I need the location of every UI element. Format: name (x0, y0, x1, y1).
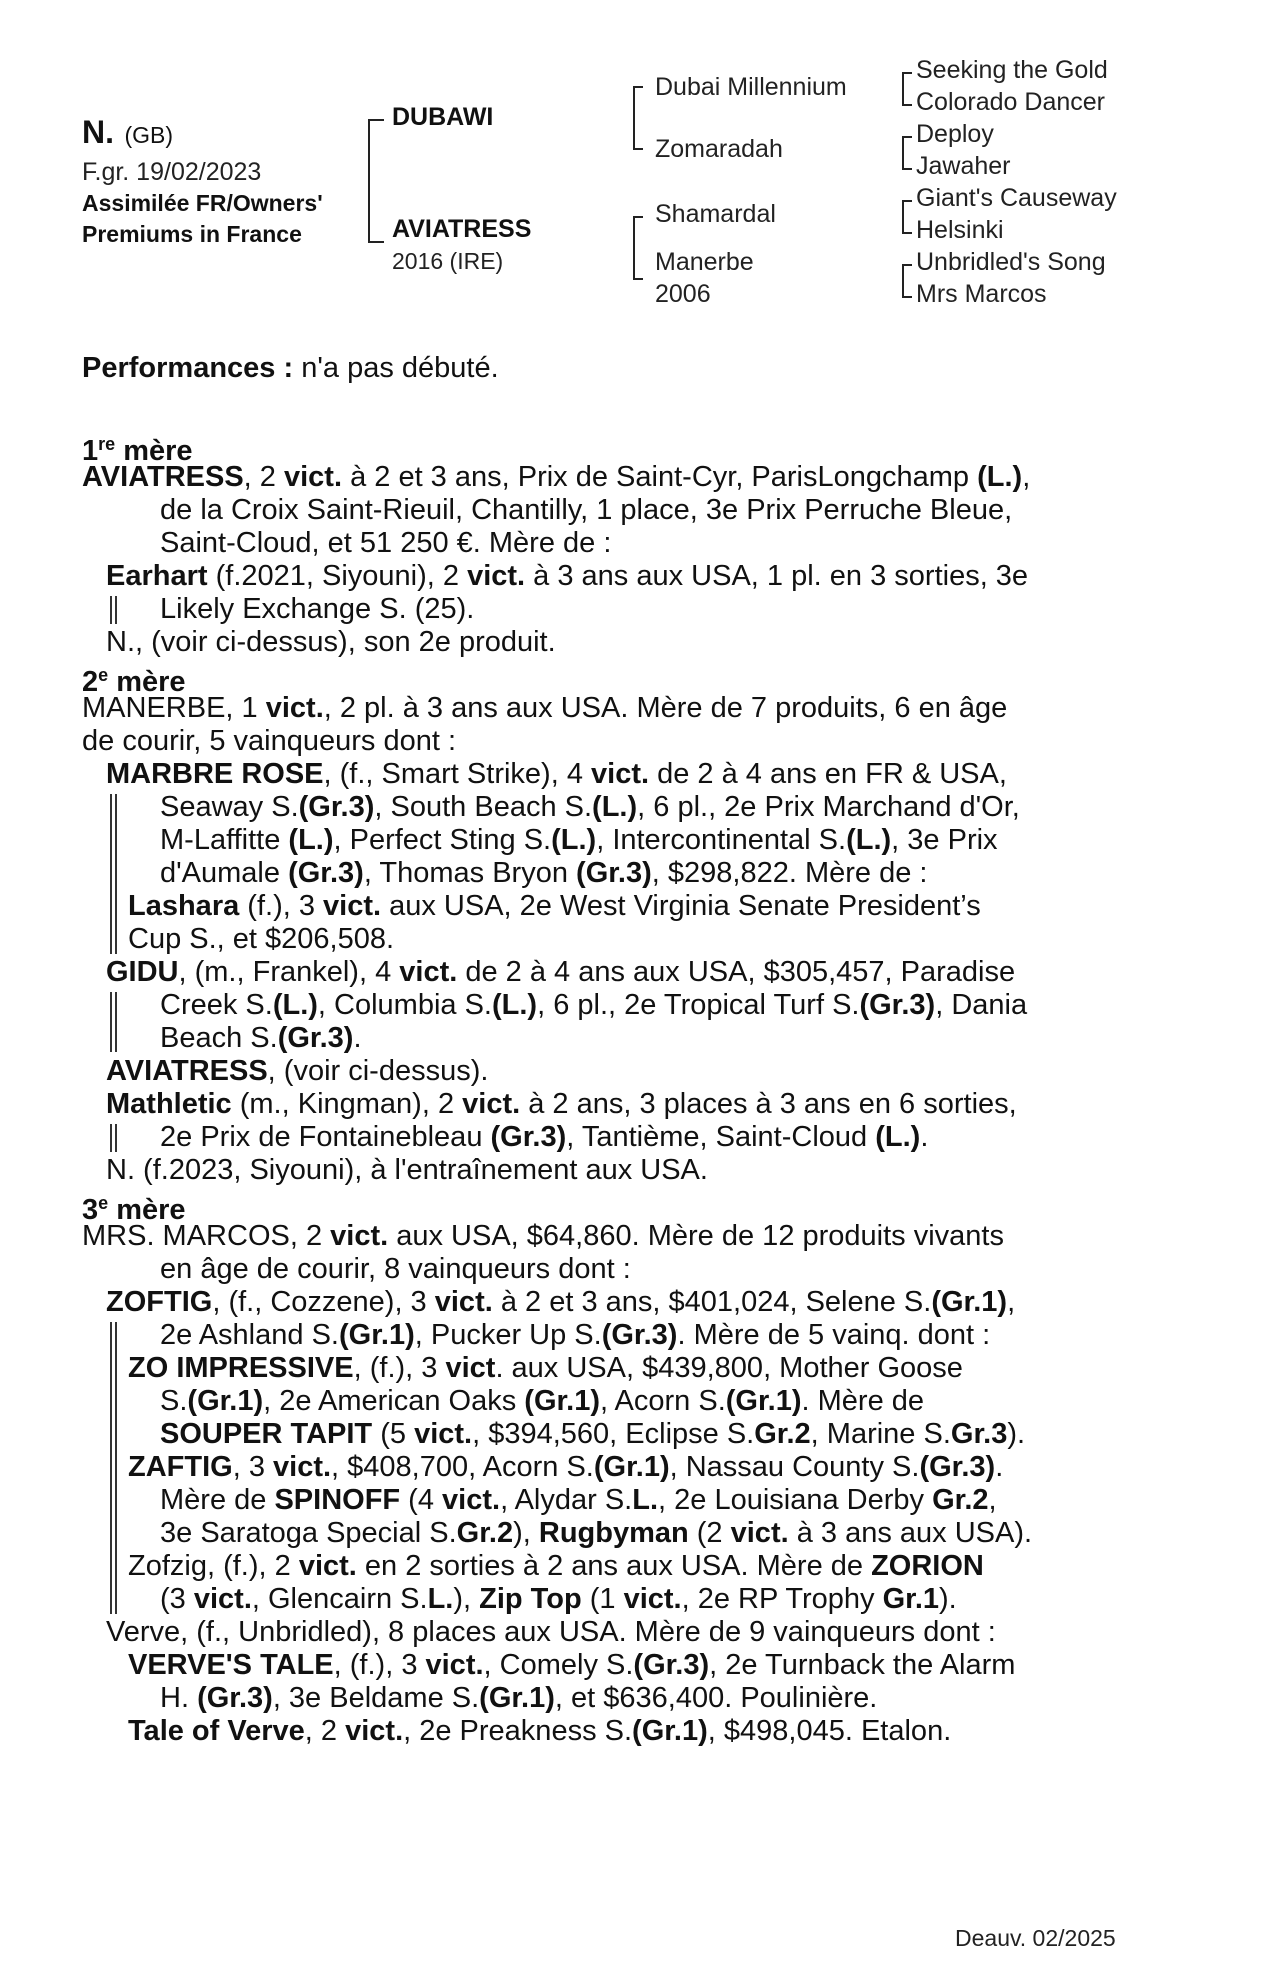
notes-line: MRS. MARCOS, 2 vict. aux USA, $64,860. Mère de 12 produits vivants (82, 1220, 1004, 1252)
notes-line: S.(Gr.1), 2e American Oaks (Gr.1), Acorn S.(Gr.1). Mère de (160, 1385, 925, 1417)
pedigree-bracket-gen1 (368, 119, 384, 243)
horse-name: N. (82, 114, 114, 150)
notes-line: Lashara (f.), 3 vict. aux USA, 2e West Virginia Senate President’s (128, 890, 981, 922)
pedigree-bracket-dam (633, 216, 643, 280)
notes-line: MARBRE ROSE, (f., Smart Strike), 4 vict. de 2 à 4 ans en FR & USA, (106, 758, 1007, 790)
notes-line: ZOFTIG, (f., Cozzene), 3 vict. à 2 et 3 ans, $401,024, Selene S.(Gr.1), (106, 1286, 1016, 1318)
pedigree-sire: DUBAWI (392, 103, 494, 131)
pedigree-dam-year: 2016 (IRE) (392, 248, 504, 274)
section-heading-first-dam: 1re mère (82, 434, 193, 467)
pedigree-g2-2: Zomaradah (655, 135, 783, 163)
notes-line: Seaway S.(Gr.3), South Beach S.(L.), 6 pl., 2e Prix Marchand d'Or, (160, 791, 1020, 823)
notes-line: de la Croix Saint-Rieuil, Chantilly, 1 place, 3e Prix Perruche Bleue, (160, 494, 1013, 526)
notes-line: ZO IMPRESSIVE, (f.), 3 vict. aux USA, $439,800, Mother Goose (128, 1352, 963, 1384)
pedigree-g2-1: Dubai Millennium (655, 73, 847, 101)
pedigree-bracket-g3-1 (902, 72, 912, 106)
notes-line: M-Laffitte (L.), Perfect Sting S.(L.), Intercontinental S.(L.), 3e Prix (160, 824, 998, 856)
notes-line: MANERBE, 1 vict., 2 pl. à 3 ans aux USA. Mère de 7 produits, 6 en âge (82, 692, 1008, 724)
pedigree-g3-7: Unbridled's Song (916, 248, 1106, 276)
pedigree-g3-2: Colorado Dancer (916, 88, 1105, 116)
section-heading-third-dam: 3e mère (82, 1193, 186, 1226)
produce-rule (110, 1322, 112, 1614)
notes-line: SOUPER TAPIT (5 vict., $394,560, Eclipse S.Gr.2, Marine S.Gr.3). (160, 1418, 1026, 1450)
notes-line: 2e Ashland S.(Gr.1), Pucker Up S.(Gr.3). Mère de 5 vainq. dont : (160, 1319, 991, 1351)
notes-line: N., (voir ci-dessus), son 2e produit. (106, 626, 556, 658)
notes-line: Cup S., et $206,508. (128, 923, 395, 955)
horse-identity (82, 114, 173, 151)
notes-line: Verve, (f., Unbridled), 8 places aux USA. Mère de 9 vainqueurs dont : (106, 1616, 996, 1648)
performances (82, 352, 499, 385)
pedigree-g2-5: 2006 (655, 280, 711, 308)
notes-line: GIDU, (m., Frankel), 4 vict. de 2 à 4 ans aux USA, $305,457, Paradise (106, 956, 1016, 988)
horse-status-line2: Premiums in France (82, 221, 302, 247)
pedigree-dam: AVIATRESS (392, 215, 532, 243)
notes-line: Earhart (f.2021, Siyouni), 2 vict. à 3 ans aux USA, 1 pl. en 3 sorties, 3e (106, 560, 1029, 592)
footer-ref: Deauv. 02/2025 (955, 1925, 1116, 1951)
notes-line: 2e Prix de Fontainebleau (Gr.3), Tantième, Saint-Cloud (L.). (160, 1121, 929, 1153)
notes-line: AVIATRESS, 2 vict. à 2 et 3 ans, Prix de Saint-Cyr, ParisLongchamp (L.), (82, 461, 1031, 493)
produce-rule (110, 1124, 112, 1152)
pedigree-g3-3: Deploy (916, 120, 994, 148)
produce-rule (110, 596, 112, 624)
produce-rule (110, 992, 112, 1052)
notes-line: Saint-Cloud, et 51 250 €. Mère de : (160, 527, 612, 559)
pedigree-bracket-g3-4 (902, 264, 912, 298)
pedigree-g3-6: Helsinki (916, 216, 1004, 244)
performances-value: n'a pas débuté. (301, 352, 499, 384)
notes-line: de courir, 5 vainqueurs dont : (82, 725, 457, 757)
notes-line: Tale of Verve, 2 vict., 2e Preakness S.(Gr.1), $498,045. Etalon. (128, 1715, 952, 1747)
section-heading-second-dam: 2e mère (82, 665, 186, 698)
notes-line: H. (Gr.3), 3e Beldame S.(Gr.1), et $636,400. Poulinière. (160, 1682, 878, 1714)
pedigree-g3-1: Seeking the Gold (916, 56, 1108, 84)
notes-line: en âge de courir, 8 vainqueurs dont : (160, 1253, 631, 1285)
notes-line: AVIATRESS, (voir ci-dessus). (106, 1055, 489, 1087)
pedigree-g3-5: Giant's Causeway (916, 184, 1117, 212)
pedigree-g3-4: Jawaher (916, 152, 1011, 180)
notes-line: N. (f.2023, Siyouni), à l'entraînement aux USA. (106, 1154, 708, 1186)
notes-line: VERVE'S TALE, (f.), 3 vict., Comely S.(Gr.3), 2e Turnback the Alarm (128, 1649, 1016, 1681)
notes-line: Mère de SPINOFF (4 vict., Alydar S.L., 2e Louisiana Derby Gr.2, (160, 1484, 997, 1516)
pedigree-g3-8: Mrs Marcos (916, 280, 1047, 308)
pedigree-g2-4: Manerbe (655, 248, 754, 276)
pedigree-g2-3: Shamardal (655, 200, 776, 228)
notes-line: Creek S.(L.), Columbia S.(L.), 6 pl., 2e Tropical Turf S.(Gr.3), Dania (160, 989, 1028, 1021)
notes-line: Beach S.(Gr.3). (160, 1022, 362, 1054)
performances-label: Performances : (82, 352, 294, 384)
notes-line: Mathletic (m., Kingman), 2 vict. à 2 ans, 3 places à 3 ans en 6 sorties, (106, 1088, 1017, 1120)
notes-line: ZAFTIG, 3 vict., $408,700, Acorn S.(Gr.1), Nassau County S.(Gr.3). (128, 1451, 1004, 1483)
notes-line: Likely Exchange S. (25). (160, 593, 475, 625)
horse-status-line1: Assimilée FR/Owners' (82, 190, 323, 216)
pedigree-bracket-g3-3 (902, 200, 912, 234)
notes-line: 3e Saratoga Special S.Gr.2), Rugbyman (2 vict. à 3 ans aux USA). (160, 1517, 1033, 1549)
notes-line: Zofzig, (f.), 2 vict. en 2 sorties à 2 ans aux USA. Mère de ZORION (128, 1550, 984, 1582)
pedigree-bracket-g3-2 (902, 136, 912, 170)
pedigree-bracket-sire (633, 86, 643, 150)
notes-line: (3 vict., Glencairn S.L.), Zip Top (1 vict., 2e RP Trophy Gr.1). (160, 1583, 957, 1615)
horse-origin: (GB) (124, 122, 174, 148)
produce-rule (110, 794, 112, 954)
notes-line: d'Aumale (Gr.3), Thomas Bryon (Gr.3), $298,822. Mère de : (160, 857, 928, 889)
horse-sex-date: F.gr. 19/02/2023 (82, 158, 262, 186)
